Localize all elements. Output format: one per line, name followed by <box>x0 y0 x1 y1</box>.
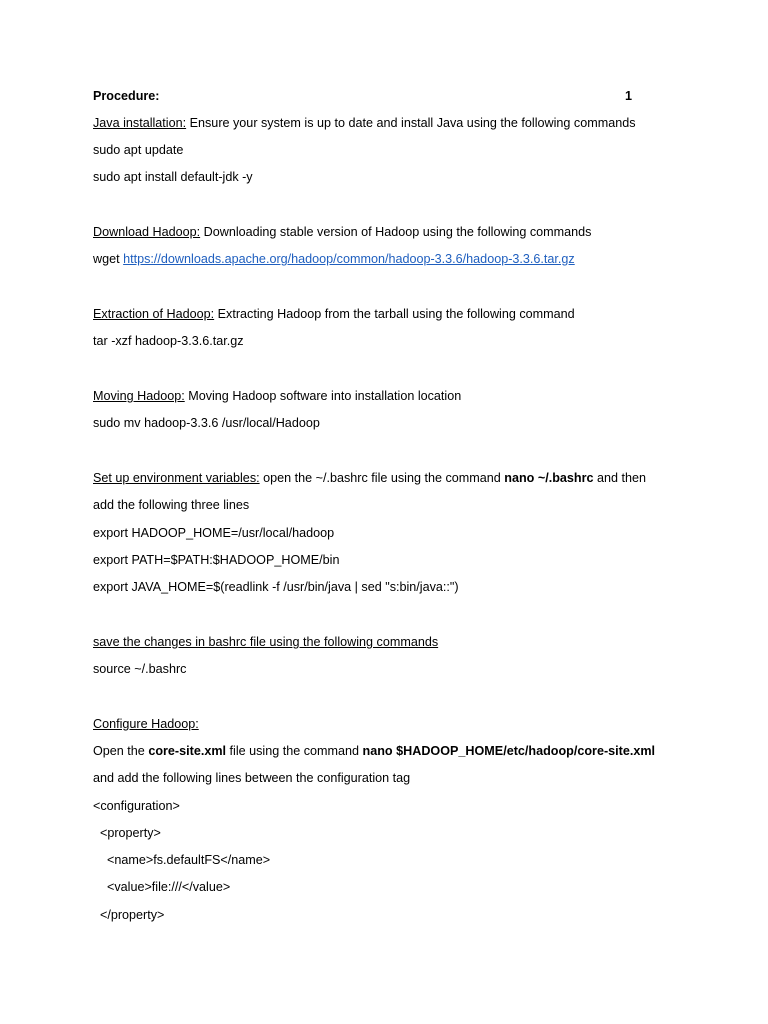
configure-file-name: core-site.xml <box>148 744 227 758</box>
env-description-tail: and then <box>593 471 647 485</box>
configure-nano-command: nano $HADOOP_HOME/etc/hadoop/core-site.xml <box>362 744 656 758</box>
download-heading: Download Hadoop: <box>93 225 201 239</box>
java-command-install: sudo apt install default-jdk -y <box>93 170 253 184</box>
move-heading: Moving Hadoop: <box>93 389 185 403</box>
env-add-lines-text: add the following three lines <box>93 498 250 512</box>
env-export-hadoop-home: export HADOOP_HOME=/usr/local/hadoop <box>93 526 335 540</box>
page-number: 1 <box>625 89 633 103</box>
configure-mid-text: file using the command <box>226 744 363 758</box>
download-command-line <box>93 251 575 267</box>
extract-command: tar -xzf hadoop-3.3.6.tar.gz <box>93 334 244 348</box>
java-section-line <box>93 115 636 131</box>
env-bashrc-command: nano ~/.bashrc <box>504 471 594 485</box>
xml-configuration-open: <configuration> <box>93 799 180 813</box>
move-section-line <box>93 388 461 404</box>
download-section-line <box>93 224 591 240</box>
xml-property-open: <property> <box>93 826 161 840</box>
move-description: Moving Hadoop software into installation location <box>184 389 462 403</box>
extract-description: Extracting Hadoop from the tarball using the following command <box>214 307 575 321</box>
save-heading: save the changes in bashrc file using the following commands <box>93 635 439 649</box>
configure-heading: Configure Hadoop: <box>93 717 199 731</box>
java-command-update: sudo apt update <box>93 143 184 157</box>
configure-add-text: and add the following lines between the configuration tag <box>93 771 411 785</box>
procedure-label: Procedure: <box>93 89 160 103</box>
hadoop-download-link[interactable]: https://downloads.apache.org/hadoop/common/hadoop-3.3.6/hadoop-3.3.6.tar.gz <box>123 252 575 266</box>
configure-open-line <box>93 743 655 759</box>
env-heading: Set up environment variables: <box>93 471 260 485</box>
extract-heading: Extraction of Hadoop: <box>93 307 215 321</box>
xml-property-close: </property> <box>93 908 165 922</box>
xml-value-line: <value>file:///</value> <box>93 880 231 894</box>
configure-open-text: Open the <box>93 744 149 758</box>
java-heading: Java installation: <box>93 116 187 130</box>
move-command: sudo mv hadoop-3.3.6 /usr/local/Hadoop <box>93 416 320 430</box>
env-description: open the ~/.bashrc file using the command <box>259 471 505 485</box>
env-section-line <box>93 470 646 486</box>
save-command: source ~/.bashrc <box>93 662 187 676</box>
xml-name-line: <name>fs.defaultFS</name> <box>93 853 271 867</box>
extract-section-line <box>93 306 575 322</box>
wget-command: wget <box>93 252 124 266</box>
java-description: Ensure your system is up to date and install Java using the following commands <box>186 116 636 130</box>
download-description: Downloading stable version of Hadoop using the following commands <box>200 225 592 239</box>
env-export-path: export PATH=$PATH:$HADOOP_HOME/bin <box>93 553 340 567</box>
env-export-java-home: export JAVA_HOME=$(readlink -f /usr/bin/java | sed "s:bin/java::") <box>93 580 459 594</box>
